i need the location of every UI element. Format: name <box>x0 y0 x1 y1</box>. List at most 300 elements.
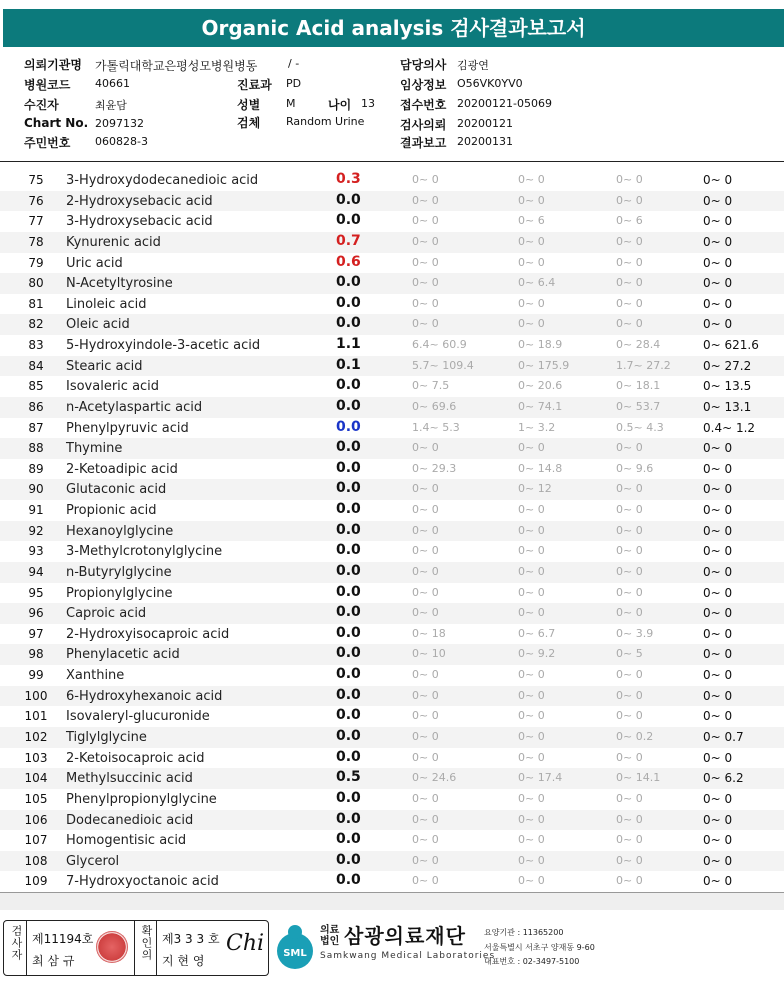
row-number: 106 <box>24 812 48 827</box>
table-row <box>0 686 784 707</box>
result-value: 0.0 <box>336 872 361 889</box>
row-number: 78 <box>28 234 44 249</box>
result-value: 0.0 <box>336 645 361 662</box>
result-value: 0.0 <box>336 686 361 703</box>
resident-value: 060828-3 <box>95 135 148 148</box>
reference-range-2: 0~ 0 <box>518 709 545 723</box>
org-type <box>320 925 339 947</box>
analyte-name: 2-Hydroxyisocaproic acid <box>66 626 230 642</box>
institution-value: 가톨릭대학교은평성모병원병동 <box>95 59 258 73</box>
table-row <box>0 459 784 480</box>
reference-range-3: 0~ 0 <box>616 812 643 826</box>
analyte-name: Xanthine <box>66 668 125 684</box>
chart-value: 2097132 <box>95 117 144 130</box>
reference-range-4: 0~ 621.6 <box>703 338 759 353</box>
resident-label: 주민번호 <box>24 136 71 150</box>
row-number: 93 <box>28 544 44 559</box>
hospital-code-label: 병원코드 <box>24 78 71 92</box>
reference-range-1: 0~ 0 <box>412 853 439 867</box>
analyte-name: 2-Ketoadipic acid <box>66 461 178 477</box>
analyte-name: Uric acid <box>66 255 123 271</box>
request-value: 20200121 <box>457 117 513 130</box>
reference-range-1: 0~ 0 <box>412 668 439 682</box>
result-value: 0.0 <box>336 459 361 476</box>
table-row <box>0 521 784 542</box>
result-value: 0.0 <box>336 521 361 538</box>
table-row <box>0 170 784 191</box>
reference-range-4: 0~ 0 <box>703 441 733 456</box>
reference-range-4: 0~ 0 <box>703 626 733 641</box>
reference-range-1: 0~ 0 <box>412 317 439 331</box>
analyte-name: Methylsuccinic acid <box>66 771 193 787</box>
reference-range-3: 0~ 0 <box>616 668 643 682</box>
reference-range-3: 0~ 0 <box>616 874 643 888</box>
hospital-code-value: 40661 <box>95 77 130 90</box>
sml-logo <box>272 922 318 972</box>
sig-divider <box>134 921 135 975</box>
reference-range-2: 0~ 12 <box>518 482 552 496</box>
examiner-label: 검사자 <box>10 925 23 961</box>
confirmer-license: 제3 3 3 호 <box>162 932 220 946</box>
table-row <box>0 748 784 769</box>
reference-range-3: 0~ 53.7 <box>616 399 661 413</box>
row-number: 86 <box>28 399 44 414</box>
row-number: 95 <box>28 585 44 600</box>
result-value: 0.0 <box>336 397 361 414</box>
reference-range-4: 0.4~ 1.2 <box>703 420 756 435</box>
reference-range-2: 0~ 0 <box>518 585 545 599</box>
reference-range-4: 0~ 13.1 <box>703 399 752 414</box>
report-header <box>0 50 784 165</box>
table-row <box>0 541 784 562</box>
reference-range-1: 0~ 0 <box>412 234 439 248</box>
result-value: 0.7 <box>336 232 361 249</box>
collector-label: 수진자 <box>24 98 59 112</box>
reference-range-4: 0~ 0 <box>703 503 733 518</box>
analyte-name: Thymine <box>66 441 123 457</box>
reference-range-4: 0~ 6.2 <box>703 771 744 786</box>
result-value: 0.5 <box>336 769 361 786</box>
reference-range-2: 0~ 0 <box>518 750 545 764</box>
reference-range-2: 0~ 0 <box>518 193 545 207</box>
dept-value: PD <box>286 77 302 90</box>
result-value: 0.3 <box>336 171 361 187</box>
reference-range-2: 0~ 0 <box>518 173 545 186</box>
table-row <box>0 562 784 583</box>
institution-slash: / - <box>288 57 300 70</box>
reference-range-4: 0~ 0 <box>703 173 733 187</box>
reference-range-3: 0~ 0.2 <box>616 730 654 743</box>
result-value: 0.0 <box>336 707 361 724</box>
row-number: 80 <box>28 276 44 291</box>
reference-range-4: 0~ 0 <box>703 647 733 662</box>
reference-range-1: 0~ 0 <box>412 173 439 186</box>
table-row <box>0 479 784 500</box>
reference-range-1: 0~ 0 <box>412 214 439 228</box>
reference-range-2: 0~ 0 <box>518 791 545 805</box>
reference-range-3: 0~ 0 <box>616 833 643 847</box>
reference-range-3: 0~ 0 <box>616 441 643 455</box>
table-row <box>0 871 784 892</box>
row-number: 87 <box>28 420 44 435</box>
table-row <box>0 211 784 232</box>
dept-label: 진료과 <box>237 78 272 92</box>
reference-range-2: 0~ 17.4 <box>518 771 563 785</box>
reference-range-4: 0~ 0 <box>703 482 733 497</box>
age-label: 나이 <box>328 98 352 112</box>
report-title: Organic Acid analysis 검사결과보고서 <box>3 9 784 47</box>
analyte-name: Phenylpyruvic acid <box>66 420 189 436</box>
org-english-name: Samkwang Medical Laboratories <box>320 951 496 961</box>
report-date-value: 20200131 <box>457 135 513 148</box>
analyte-name: Phenylpropionylglycine <box>66 791 217 807</box>
reference-range-2: 0~ 0 <box>518 833 545 847</box>
row-number: 97 <box>28 626 44 641</box>
reference-range-3: 0~ 0 <box>616 503 643 517</box>
reference-range-3: 0~ 0 <box>616 255 643 269</box>
confirmer-name: 지 현 영 <box>162 954 205 968</box>
result-value: 0.0 <box>336 562 361 579</box>
analyte-name: Linoleic acid <box>66 296 147 312</box>
reference-range-1: 0~ 0 <box>412 750 439 764</box>
analyte-name: 3-Methylcrotonylglycine <box>66 544 223 560</box>
analyte-name: 7-Hydroxyoctanoic acid <box>66 874 219 890</box>
reference-range-2: 1~ 3.2 <box>518 420 556 434</box>
result-value: 0.0 <box>336 274 361 291</box>
reference-range-1: 5.7~ 109.4 <box>412 358 474 372</box>
reference-range-1: 0~ 0 <box>412 709 439 723</box>
reference-range-1: 6.4~ 60.9 <box>412 338 467 352</box>
reference-range-4: 0~ 0 <box>703 812 733 827</box>
clinical-label: 임상정보 <box>400 78 447 92</box>
receipt-label: 접수번호 <box>400 98 447 112</box>
reference-range-3: 0~ 0 <box>616 234 643 248</box>
report-date-label: 결과보고 <box>400 136 447 150</box>
table-row <box>0 397 784 418</box>
org-name: 삼광의료재단 <box>344 924 466 948</box>
row-number: 79 <box>28 255 44 270</box>
reference-range-2: 0~ 0 <box>518 503 545 517</box>
reference-range-2: 0~ 0 <box>518 441 545 455</box>
signature-box <box>3 920 269 976</box>
reference-range-4: 0~ 0 <box>703 606 733 621</box>
reference-range-3: 0~ 0 <box>616 317 643 331</box>
reference-range-1: 0~ 18 <box>412 626 446 640</box>
row-number: 88 <box>28 441 44 456</box>
reference-range-1: 0~ 0 <box>412 791 439 805</box>
table-row <box>0 253 784 274</box>
reference-range-2: 0~ 14.8 <box>518 461 563 475</box>
reference-range-4: 0~ 0 <box>703 317 733 332</box>
result-value: 0.0 <box>336 604 361 621</box>
analyte-name: Glycerol <box>66 853 120 869</box>
reference-range-3: 0.5~ 4.3 <box>616 420 664 434</box>
row-number: 101 <box>24 709 48 724</box>
analyte-name: Dodecanedioic acid <box>66 812 194 828</box>
reference-range-1: 1.4~ 5.3 <box>412 420 460 434</box>
org-phone: 대표번호 : 02-3497-5100 <box>484 957 580 966</box>
reference-range-2: 0~ 0 <box>518 234 545 248</box>
reference-range-2: 0~ 0 <box>518 874 545 888</box>
reference-range-2: 0~ 0 <box>518 255 545 269</box>
reference-range-3: 0~ 14.1 <box>616 771 661 785</box>
reference-range-2: 0~ 6.7 <box>518 626 556 640</box>
reference-range-3: 0~ 6 <box>616 214 643 228</box>
reference-range-2: 0~ 0 <box>518 730 545 743</box>
reference-range-4: 0~ 0 <box>703 874 733 889</box>
reference-range-4: 0~ 0 <box>703 461 733 476</box>
table-row <box>0 706 784 727</box>
official-seal <box>96 931 128 963</box>
table-row <box>0 583 784 604</box>
reference-range-3: 0~ 0 <box>616 482 643 496</box>
reference-range-1: 0~ 0 <box>412 564 439 578</box>
analyte-name: Propionylglycine <box>66 585 173 601</box>
reference-range-1: 0~ 0 <box>412 833 439 847</box>
reference-range-3: 0~ 18.1 <box>616 379 661 393</box>
reference-range-1: 0~ 0 <box>412 503 439 517</box>
result-value: 0.0 <box>336 542 361 559</box>
result-value: 0.0 <box>336 748 361 765</box>
reference-range-1: 0~ 0 <box>412 441 439 455</box>
analyte-name: 6-Hydroxyhexanoic acid <box>66 688 223 704</box>
table-row <box>0 624 784 645</box>
age-value: 13 <box>361 97 375 110</box>
reference-range-1: 0~ 0 <box>412 544 439 558</box>
reference-range-1: 0~ 0 <box>412 606 439 620</box>
reference-range-3: 0~ 0 <box>616 791 643 805</box>
reference-range-4: 0~ 13.5 <box>703 379 752 394</box>
reference-range-1: 0~ 10 <box>412 647 446 661</box>
row-number: 104 <box>24 771 48 786</box>
analyte-name: Phenylacetic acid <box>66 647 180 663</box>
reference-range-3: 0~ 0 <box>616 544 643 558</box>
institution-label: 의뢰기관명 <box>24 58 82 72</box>
reference-range-3: 0~ 0 <box>616 585 643 599</box>
table-row <box>0 273 784 294</box>
result-value: 0.1 <box>336 356 361 373</box>
analyte-name: Isovaleric acid <box>66 379 160 395</box>
reference-range-3: 0~ 0 <box>616 709 643 723</box>
row-number: 92 <box>28 523 44 538</box>
reference-range-1: 0~ 0 <box>412 688 439 702</box>
analyte-name: 2-Hydroxysebacic acid <box>66 193 213 209</box>
logo-text: SML <box>283 948 307 959</box>
analyte-name: Propionic acid <box>66 503 157 519</box>
analyte-name: Homogentisic acid <box>66 833 187 849</box>
reference-range-4: 0~ 0 <box>703 193 733 208</box>
reference-range-2: 0~ 0 <box>518 544 545 558</box>
result-value: 0.0 <box>336 728 361 744</box>
reference-range-4: 0~ 0 <box>703 214 733 229</box>
reference-range-4: 0~ 0 <box>703 296 733 311</box>
analyte-name: Caproic acid <box>66 606 147 622</box>
sex-value: M <box>286 97 296 110</box>
table-row <box>0 500 784 521</box>
reference-range-1: 0~ 0 <box>412 482 439 496</box>
confirmer-signature: Chi <box>226 931 265 956</box>
reference-range-4: 0~ 0 <box>703 791 733 806</box>
table-row <box>0 644 784 665</box>
reference-range-1: 0~ 0 <box>412 296 439 310</box>
row-number: 75 <box>28 173 44 187</box>
table-row <box>0 830 784 851</box>
logo-dot <box>288 925 302 939</box>
reference-range-4: 0~ 0 <box>703 853 733 868</box>
reference-range-2: 0~ 9.2 <box>518 647 556 661</box>
table-row <box>0 294 784 315</box>
row-number: 76 <box>28 193 44 208</box>
result-value: 1.1 <box>336 336 361 353</box>
chart-label: Chart No. <box>24 116 89 130</box>
reference-range-4: 0~ 0 <box>703 709 733 724</box>
row-number: 81 <box>28 296 44 311</box>
reference-range-3: 0~ 0 <box>616 688 643 702</box>
reference-range-1: 0~ 29.3 <box>412 461 457 475</box>
analyte-name: Tiglylglycine <box>66 730 147 745</box>
reference-range-4: 0~ 0 <box>703 585 733 600</box>
reference-range-3: 0~ 0 <box>616 564 643 578</box>
table-row <box>0 789 784 810</box>
top-strip <box>0 0 784 9</box>
result-value: 0.0 <box>336 851 361 868</box>
reference-range-4: 0~ 0 <box>703 276 733 291</box>
result-value: 0.0 <box>336 315 361 332</box>
analyte-name: n-Butyrylglycine <box>66 564 172 580</box>
sig-divider <box>156 921 157 975</box>
analyte-name: Oleic acid <box>66 317 130 333</box>
result-value: 0.0 <box>336 377 361 394</box>
reference-range-4: 0~ 0 <box>703 544 733 559</box>
reference-range-2: 0~ 0 <box>518 812 545 826</box>
reference-range-1: 0~ 0 <box>412 523 439 537</box>
org-code: 요양기관 : 11365200 <box>484 928 564 937</box>
table-row <box>0 768 784 789</box>
table-row <box>0 810 784 831</box>
examiner-name: 최 삼 규 <box>32 954 75 968</box>
table-row <box>0 438 784 459</box>
table-row <box>0 603 784 624</box>
reference-range-1: 0~ 0 <box>412 276 439 290</box>
row-number: 94 <box>28 564 44 579</box>
reference-range-4: 0~ 27.2 <box>703 358 752 373</box>
row-number: 77 <box>28 214 44 229</box>
analyte-name: Hexanoylglycine <box>66 523 174 539</box>
reference-range-3: 0~ 9.6 <box>616 461 654 475</box>
reference-range-4: 0~ 0 <box>703 750 733 765</box>
specimen-value: Random Urine <box>286 115 365 128</box>
result-value: 0.0 <box>336 789 361 806</box>
row-number: 82 <box>28 317 44 332</box>
reference-range-3: 0~ 5 <box>616 647 643 661</box>
reference-range-1: 0~ 0 <box>412 585 439 599</box>
result-value: 0.0 <box>336 294 361 311</box>
analyte-name: 3-Hydroxydodecanedioic acid <box>66 173 259 188</box>
reference-range-1: 0~ 0 <box>412 730 439 743</box>
reference-range-1: 0~ 24.6 <box>412 771 457 785</box>
sig-divider <box>26 921 27 975</box>
doctor-value: 김광연 <box>457 59 489 72</box>
reference-range-1: 0~ 7.5 <box>412 379 450 393</box>
table-row <box>0 665 784 686</box>
reference-range-3: 0~ 0 <box>616 276 643 290</box>
reference-range-3: 0~ 0 <box>616 606 643 620</box>
table-row <box>0 727 784 748</box>
row-number: 102 <box>24 730 48 744</box>
reference-range-3: 0~ 0 <box>616 853 643 867</box>
reference-range-4: 0~ 0 <box>703 255 733 270</box>
analyte-name: Stearic acid <box>66 358 143 374</box>
org-type-line1: 의료 <box>320 925 340 936</box>
clinical-value: O56VK0YV0 <box>457 77 523 90</box>
result-value: 0.6 <box>336 253 361 270</box>
reference-range-2: 0~ 0 <box>518 564 545 578</box>
analyte-name: Kynurenic acid <box>66 234 161 250</box>
analyte-name: 5-Hydroxyindole-3-acetic acid <box>66 338 261 354</box>
reference-range-1: 0~ 69.6 <box>412 399 457 413</box>
confirmer-label: 확인의 <box>140 925 153 961</box>
result-value: 0.0 <box>336 480 361 497</box>
reference-range-4: 0~ 0 <box>703 833 733 848</box>
row-number: 99 <box>28 668 44 683</box>
result-value: 0.0 <box>336 191 361 208</box>
result-value: 0.0 <box>336 831 361 848</box>
analyte-name: Isovaleryl-glucuronide <box>66 709 210 725</box>
row-number: 96 <box>28 606 44 621</box>
examiner-license: 제11194호 <box>32 932 94 946</box>
result-value: 0.0 <box>336 212 361 229</box>
reference-range-2: 0~ 74.1 <box>518 399 563 413</box>
analyte-name: 3-Hydroxysebacic acid <box>66 214 213 230</box>
reference-range-1: 0~ 0 <box>412 874 439 888</box>
analyte-name: 2-Ketoisocaproic acid <box>66 750 205 766</box>
row-number: 90 <box>28 482 44 497</box>
reference-range-4: 0~ 0 <box>703 234 733 249</box>
reference-range-3: 0~ 0 <box>616 193 643 207</box>
result-value: 0.0 <box>336 810 361 827</box>
row-number: 105 <box>24 791 48 806</box>
reference-range-2: 0~ 0 <box>518 523 545 537</box>
specimen-label: 검체 <box>237 116 261 130</box>
row-number: 98 <box>28 647 44 662</box>
reference-range-2: 0~ 18.9 <box>518 338 563 352</box>
reference-range-2: 0~ 0 <box>518 668 545 682</box>
row-number: 107 <box>24 833 48 848</box>
table-row <box>0 376 784 397</box>
result-value: 0.0 <box>336 666 361 683</box>
reference-range-2: 0~ 6 <box>518 214 545 228</box>
row-number: 85 <box>28 379 44 394</box>
reference-range-4: 0~ 0 <box>703 688 733 703</box>
table-row <box>0 851 784 872</box>
table-row <box>0 191 784 212</box>
analyte-name: n-Acetylaspartic acid <box>66 399 203 415</box>
result-value: 0.0 <box>336 624 361 641</box>
analyte-name: N-Acetyltyrosine <box>66 276 173 292</box>
doctor-label: 담당의사 <box>400 58 447 72</box>
reference-range-3: 0~ 28.4 <box>616 338 661 352</box>
receipt-value: 20200121-05069 <box>457 97 552 110</box>
footer-gap <box>0 893 784 910</box>
row-number: 103 <box>24 750 48 765</box>
table-row <box>0 356 784 377</box>
analyte-name: Glutaconic acid <box>66 482 167 498</box>
reference-range-2: 0~ 6.4 <box>518 276 556 290</box>
result-value: 0.0 <box>336 501 361 518</box>
reference-range-4: 0~ 0.7 <box>703 730 744 744</box>
org-address: 서울특별시 서초구 양재동 9-60 <box>484 943 595 952</box>
table-row <box>0 314 784 335</box>
